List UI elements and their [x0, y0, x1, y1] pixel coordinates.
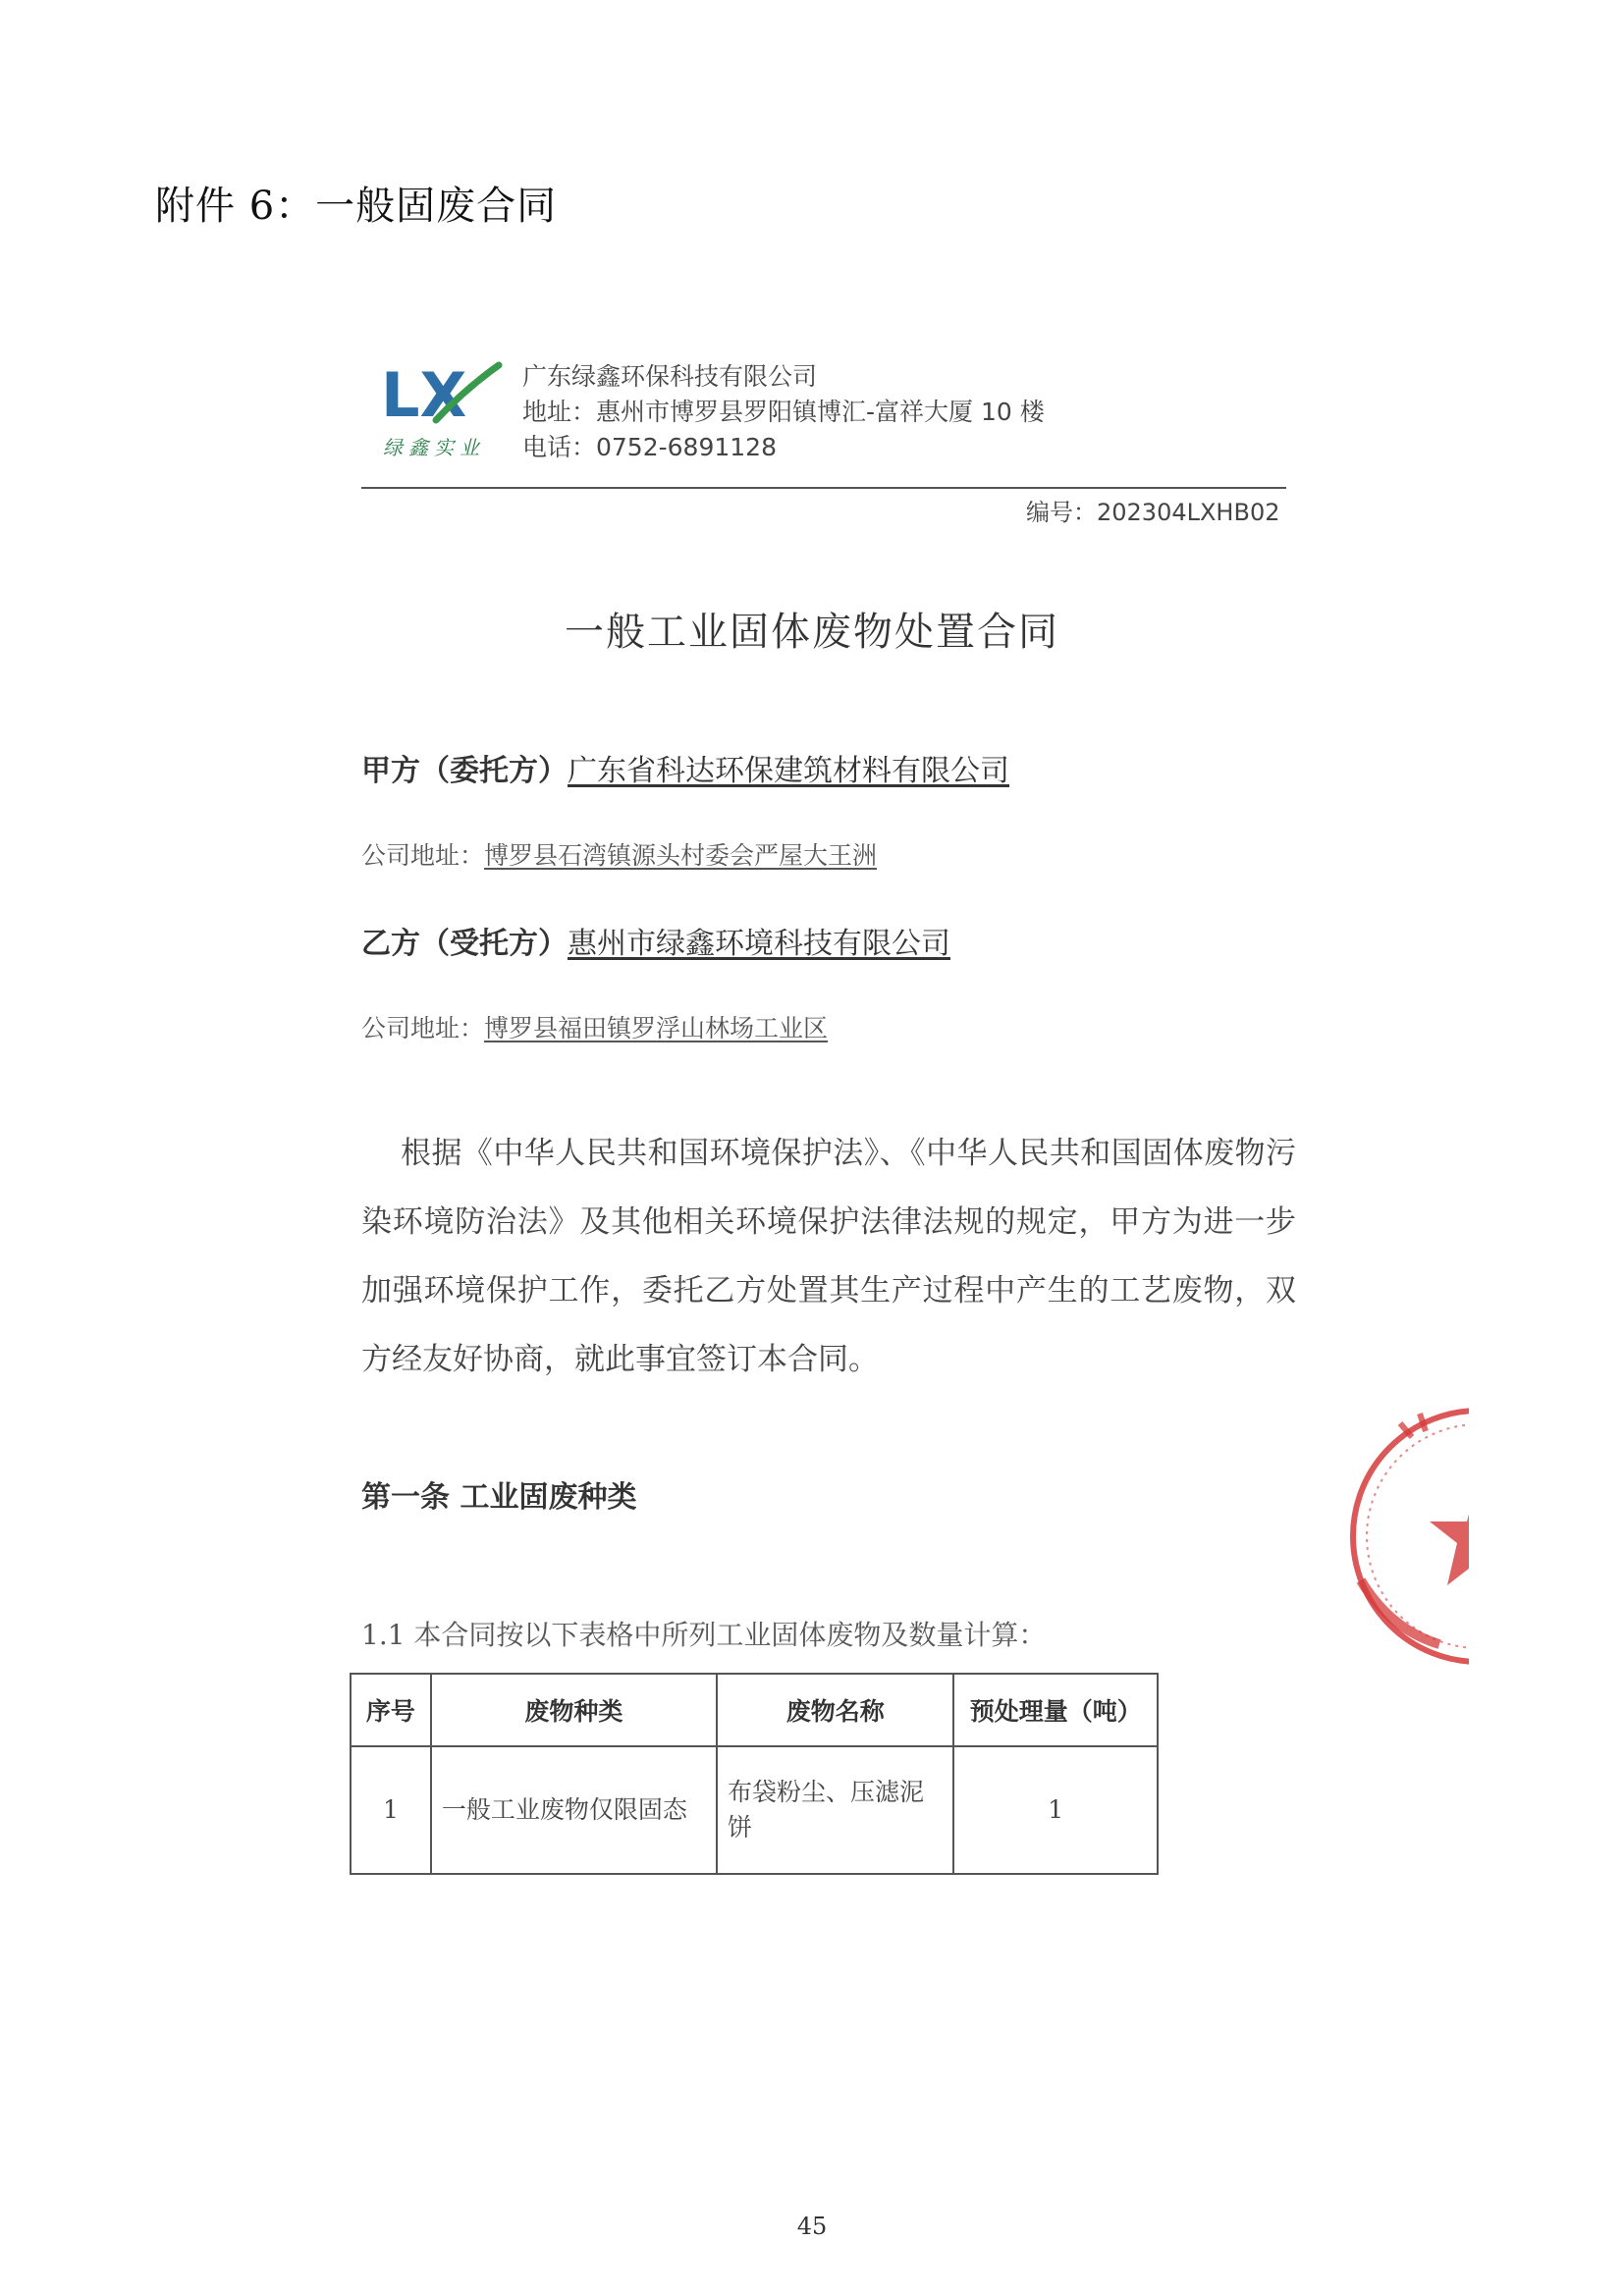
attachment-title: 附件 6：一般固废合同 — [155, 184, 558, 229]
letterhead-address: 地址：惠州市博罗县罗阳镇博汇-富祥大厦 10 楼 — [522, 398, 1045, 426]
letterhead-phone: 电话：0752-6891128 — [522, 433, 777, 461]
section-1-title: 第一条 工业固废种类 — [361, 1480, 637, 1515]
cell-waste-type: 一般工业废物仅限固态 — [431, 1746, 717, 1874]
document-title: 一般工业固体废物处置合同 — [565, 610, 1059, 655]
party-b — [361, 919, 950, 962]
preamble-paragraph: 根据《中华人民共和国环境保护法》、《中华人民共和国固体废物污染环境防治法》及其他相关环境保护法律法规的规定，甲方为进一步加强环境保护工作，委托乙方处置其生产过程中产生的工艺废物，双方经友好协商，就此事宜签订本合同。 — [361, 1136, 1296, 1377]
party-b-address — [361, 1009, 828, 1044]
party-a-label: 甲方（委托方） — [361, 754, 568, 788]
header-quantity: 预处理量（吨） — [953, 1674, 1158, 1746]
clause-1-1: 1.1 本合同按以下表格中所列工业固体废物及数量计算： — [361, 1619, 1047, 1651]
waste-table — [350, 1673, 1159, 1875]
party-a-address-value: 博罗县石湾镇源头村委会严屋大王洲 — [484, 841, 878, 870]
letterhead-company-name: 广东绿鑫环保科技有限公司 — [522, 362, 818, 391]
table-row — [351, 1746, 1158, 1874]
header-waste-type: 废物种类 — [431, 1674, 717, 1746]
contract-number: 编号：202304LXHB02 — [1026, 499, 1280, 526]
party-b-label: 乙方（受托方） — [361, 927, 568, 961]
logo-subtitle: 绿鑫实业 — [383, 436, 485, 459]
party-a — [361, 746, 1009, 789]
company-seal — [1331, 1384, 1469, 1669]
table-header-row — [351, 1674, 1158, 1746]
party-a-address-label: 公司地址： — [361, 841, 485, 870]
party-b-address-value: 博罗县福田镇罗浮山林场工业区 — [484, 1014, 829, 1042]
party-a-address — [361, 836, 877, 872]
party-a-name: 广东省科达环保建筑材料有限公司 — [568, 754, 1009, 788]
header-waste-name: 废物名称 — [717, 1674, 953, 1746]
logo-letters: LX — [381, 359, 467, 428]
cell-serial: 1 — [351, 1746, 431, 1874]
cell-waste-name: 布袋粉尘、压滤泥饼 — [717, 1746, 953, 1874]
party-b-name: 惠州市绿鑫环境科技有限公司 — [568, 927, 950, 961]
page-number: 45 — [796, 2213, 828, 2240]
header-serial: 序号 — [351, 1674, 431, 1746]
cell-quantity: 1 — [953, 1746, 1158, 1874]
party-b-address-label: 公司地址： — [361, 1014, 485, 1042]
header-divider — [361, 487, 1286, 489]
